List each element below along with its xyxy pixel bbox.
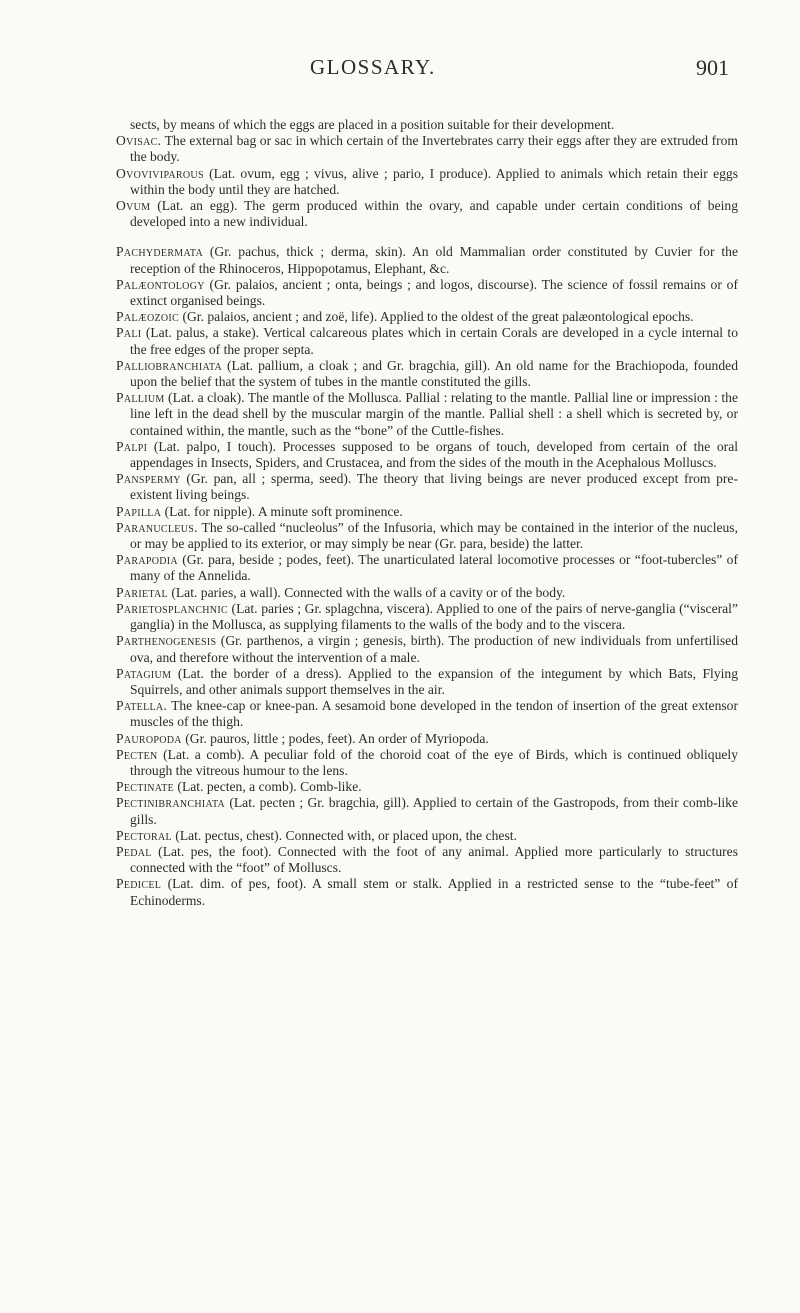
page-number: 901: [696, 55, 729, 80]
headword: Pectinate: [116, 779, 175, 795]
glossary-entry: [116, 277, 738, 309]
glossary-entry: [116, 325, 738, 357]
headword: Patagium: [116, 665, 172, 681]
definition: (Lat. a comb). A peculiar fold of the choroid coat of the eye of Birds, which is continued obliquely through the vitreous humour to the lens.: [130, 746, 738, 778]
headword: Ovoviviparous: [116, 165, 204, 181]
headword: Parapodia: [116, 552, 178, 568]
glossary-entry: [116, 585, 738, 601]
definition: (Lat. pallium, a cloak ; and Gr. bragchia, gill). An old name for the Brachiopoda, founded upon the belief that the system of tubes in the mantle constituted the gills.: [130, 357, 738, 390]
definition: (Lat. palus, a stake). Vertical calcareous plates which in certain Corals are developed in a cycle internal to the free edges of the proper septa.: [130, 325, 738, 357]
glossary-entry: [116, 520, 738, 552]
headword: Ovum: [116, 198, 151, 214]
glossary-entry: [116, 633, 738, 665]
headword: Palliobranchiata: [116, 357, 222, 373]
glossary-entry: [116, 471, 738, 503]
definition: (Lat. an egg). The germ produced within the ovary, and capable under certain conditions of being developed into a new individual.: [130, 198, 738, 230]
headword: Papilla: [116, 503, 162, 519]
definition: (Gr. palaios, ancient ; and zoë, life). Applied to the oldest of the great palæontological epochs.: [179, 309, 694, 325]
definition: (Lat. palpo, I touch). Processes supposed to be organs of touch, developed from certain of the oral appendages in Insects, Spiders, and Crustacea, and from the sides of the mouth in the Acephalous Molluscs.: [130, 438, 738, 471]
headword: Palpi: [116, 438, 148, 454]
glossary-entry: [116, 779, 738, 795]
glossary-entry: [116, 747, 738, 779]
glossary-entry: [116, 552, 738, 584]
headword: Parietosplanchnic: [116, 600, 228, 616]
definition: (Lat. pecten ; Gr. bragchia, gill). Applied to certain of the Gastropods, from their comb-like gills.: [130, 795, 738, 827]
headword: Parietal: [116, 584, 168, 600]
glossary-entry: [116, 309, 738, 325]
headword: Palæontology: [116, 276, 205, 292]
glossary-entry: [116, 601, 738, 633]
definition: (Gr. palaios, ancient ; onta, beings ; and logos, discourse). The science of fossil remains or of extinct organised beings.: [130, 276, 738, 309]
definition: The so-called “nucleolus” of the Infusoria, which may be contained in the interior of the nucleus, or may be applied to its exterior, or may simply be near (Gr. para, beside) the latter.: [130, 519, 738, 552]
headword: Pauropoda: [116, 730, 182, 746]
glossary-entry: [116, 504, 738, 520]
definition: (Lat. pectus, chest). Connected with, or placed upon, the chest.: [171, 827, 517, 843]
headword: Pectinibranchiata: [116, 795, 226, 811]
glossary-entry: [116, 358, 738, 390]
glossary-entry: [116, 795, 738, 827]
headword: Pedal: [116, 843, 152, 859]
glossary-entry: [116, 876, 738, 908]
definition: (Lat. the border of a dress). Applied to the expansion of the integument by which Bats, Flying Squirrels, and other animals support themselves in the air.: [130, 665, 738, 697]
definition: (Lat. dim. of pes, foot). A small stem or stalk. Applied in a restricted sense to the “tube-feet” of Echinoderms.: [130, 876, 738, 908]
glossary-entry: [116, 828, 738, 844]
headword: Pecten: [116, 746, 158, 762]
definition: (Gr. para, beside ; podes, feet). The unarticulated lateral locomotive processes or “foot-tubercles” of many of the Annelida.: [130, 552, 738, 584]
definition: (Gr. pauros, little ; podes, feet). An order of Myriopoda.: [181, 730, 489, 746]
definition: (Gr. pachus, thick ; derma, skin). An old Mammalian order constituted by Cuvier for the reception of the Rhinoceros, Hippopotamus, Elephant, &c.: [130, 244, 738, 276]
headword: Pachydermata: [116, 244, 204, 260]
glossary-entry: [116, 439, 738, 471]
continuation-text: sects, by means of which the eggs are placed in a position suitable for their development.: [130, 117, 615, 132]
definition: (Gr. parthenos, a virgin ; genesis, birth). The production of new individuals from unfertilised ova, and therefore without the intervention of a male.: [130, 633, 738, 665]
headword: Patella.: [116, 698, 168, 714]
headword: Paranucleus.: [116, 519, 198, 535]
definition: (Lat. ovum, egg ; vivus, alive ; pario, I produce). Applied to animals which retain their eggs within the body until they are hatched.: [130, 165, 738, 197]
headword: Pali: [116, 325, 142, 341]
definition: (Lat. pes, the foot). Connected with the foot of any animal. Applied more particularly to structures connected with the “foot” of Molluscs.: [130, 843, 738, 876]
headword: Palæozoic: [116, 309, 180, 325]
definition: The external bag or sac in which certain of the Invertebrates carry their eggs after they are extruded from the body.: [130, 133, 738, 165]
headword: Pallium: [116, 390, 165, 406]
glossary-entry: [116, 844, 738, 876]
definition: (Lat. paries ; Gr. splagchna, viscera). Applied to one of the pairs of nerve-ganglia (“visceral” ganglia) in the Mollusca, as supplying filaments to the walls of the body and to the viscera.: [130, 600, 738, 633]
glossary-entry: [116, 133, 738, 165]
running-title: GLOSSARY.: [310, 55, 436, 79]
glossary-entry: [116, 666, 738, 698]
headword: Ovisac.: [116, 133, 162, 149]
glossary-entry: [116, 244, 738, 276]
definition: The knee-cap or knee-pan. A sesamoid bone developed in the tendon of insertion of the great extensor muscles of the thigh.: [130, 698, 738, 730]
headword: Pedicel: [116, 876, 162, 892]
glossary-entry: [116, 390, 738, 439]
headword: Parthenogenesis: [116, 633, 217, 649]
headword: Panspermy: [116, 471, 181, 487]
definition: (Lat. pecten, a comb). Comb-like.: [174, 779, 362, 795]
definition: (Lat. for nipple). A minute soft prominence.: [161, 503, 403, 519]
glossary-entry: [116, 731, 738, 747]
glossary-body: [116, 117, 738, 909]
glossary-entry: [116, 166, 738, 198]
glossary-entry: [116, 698, 738, 730]
headword: Pectoral: [116, 827, 172, 843]
definition: (Lat. a cloak). The mantle of the Mollusca. Pallial : relating to the mantle. Pallial line or impression : the line left in the dead shell by the muscular margin of the mantle. Pallial shell : a shell which is secreted by, or contained within, the mantle, such as the “bone” of the Cuttle-fishes.: [130, 390, 738, 438]
glossary-entry: [116, 198, 738, 230]
definition: (Gr. pan, all ; sperma, seed). The theory that living beings are never produced except from pre-existent living beings.: [130, 471, 738, 503]
definition: (Lat. paries, a wall). Connected with the walls of a cavity or of the body.: [167, 584, 566, 600]
running-head: [0, 55, 800, 95]
